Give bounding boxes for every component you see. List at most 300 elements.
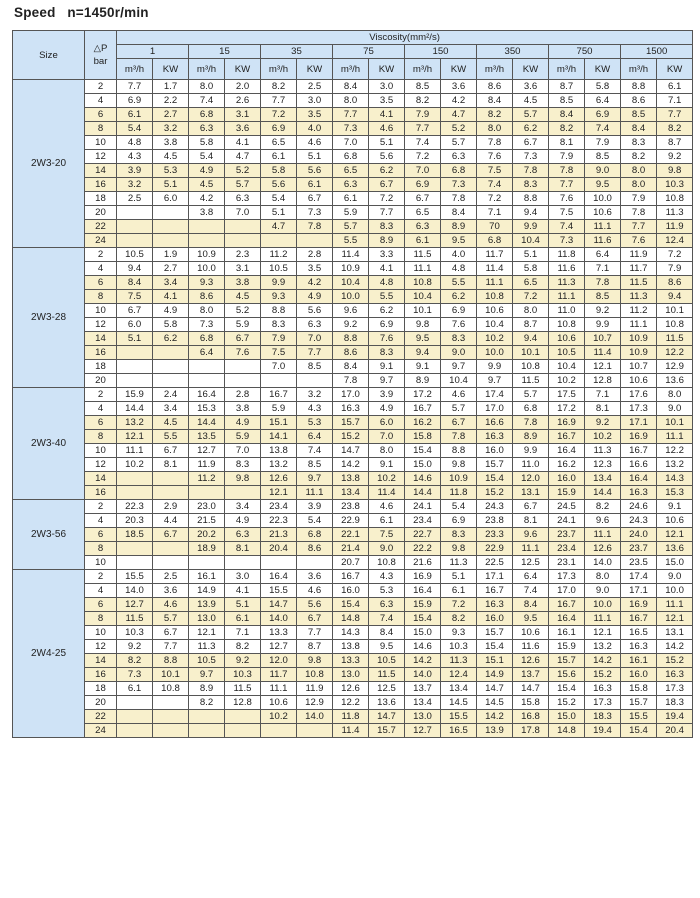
flow-cell: 17.0 xyxy=(333,388,369,402)
flow-cell: 6.1 xyxy=(333,192,369,206)
power-cell: 5.1 xyxy=(441,570,477,584)
flow-cell: 11.5 xyxy=(405,248,441,262)
power-cell: 8.2 xyxy=(225,640,261,654)
flow-cell: 16.7 xyxy=(405,402,441,416)
viscosity-value: 1 xyxy=(117,45,189,59)
flow-cell xyxy=(117,486,153,500)
power-cell: 11.5 xyxy=(657,332,693,346)
flow-cell: 16.0 xyxy=(549,472,585,486)
flow-cell: 6.3 xyxy=(405,220,441,234)
flow-cell: 23.5 xyxy=(621,556,657,570)
flow-cell: 22.3 xyxy=(117,500,153,514)
power-cell: 12.3 xyxy=(585,458,621,472)
power-cell xyxy=(153,220,189,234)
flow-cell: 11.8 xyxy=(333,710,369,724)
flow-cell: 15.8 xyxy=(405,430,441,444)
flow-cell: 15.1 xyxy=(477,654,513,668)
power-cell: 7.7 xyxy=(297,346,333,360)
power-cell xyxy=(153,472,189,486)
flow-cell: 10.9 xyxy=(621,332,657,346)
flow-cell: 18.5 xyxy=(117,528,153,542)
flow-cell: 8.7 xyxy=(549,80,585,94)
power-cell: 11.1 xyxy=(585,220,621,234)
power-cell: 4.9 xyxy=(153,304,189,318)
pressure-cell: 8 xyxy=(85,290,117,304)
table-row xyxy=(13,458,693,472)
flow-cell: 10.5 xyxy=(549,346,585,360)
flow-cell: 21.3 xyxy=(261,528,297,542)
flow-cell: 11.1 xyxy=(621,318,657,332)
flow-cell: 8.6 xyxy=(189,290,225,304)
power-cell: 3.0 xyxy=(369,80,405,94)
pressure-cell: 10 xyxy=(85,626,117,640)
power-cell: 13.7 xyxy=(513,668,549,682)
power-cell: 5.5 xyxy=(369,290,405,304)
power-cell: 7.1 xyxy=(585,262,621,276)
power-cell: 5.9 xyxy=(225,430,261,444)
pump-size: 2W3-56 xyxy=(13,500,85,570)
power-cell: 14.2 xyxy=(585,654,621,668)
power-cell: 8.5 xyxy=(585,150,621,164)
flow-cell: 9.6 xyxy=(333,304,369,318)
flow-cell: 16.9 xyxy=(549,416,585,430)
power-unit: KW xyxy=(369,59,405,80)
flow-cell: 16.3 xyxy=(621,640,657,654)
flow-cell: 17.0 xyxy=(477,402,513,416)
power-cell: 7.3 xyxy=(513,150,549,164)
power-cell: 10.8 xyxy=(369,556,405,570)
table-row xyxy=(13,206,693,220)
power-cell: 7.4 xyxy=(513,584,549,598)
power-cell: 3.6 xyxy=(441,80,477,94)
flow-cell: 14.7 xyxy=(333,444,369,458)
flow-cell: 11.5 xyxy=(117,612,153,626)
power-cell: 5.7 xyxy=(441,136,477,150)
power-cell: 11.4 xyxy=(369,486,405,500)
power-cell: 10.3 xyxy=(441,640,477,654)
power-cell: 1.9 xyxy=(153,248,189,262)
flow-cell: 10.0 xyxy=(189,262,225,276)
power-cell: 11.1 xyxy=(585,528,621,542)
power-cell: 3.8 xyxy=(225,402,261,416)
flow-cell: 11.1 xyxy=(477,276,513,290)
flow-cell: 14.1 xyxy=(261,430,297,444)
power-cell: 14.3 xyxy=(657,472,693,486)
flow-cell: 10.8 xyxy=(477,290,513,304)
table-row xyxy=(13,318,693,332)
power-cell: 10.8 xyxy=(153,682,189,696)
flow-cell: 12.2 xyxy=(333,696,369,710)
power-cell: 5.3 xyxy=(369,584,405,598)
flow-cell: 8.4 xyxy=(621,122,657,136)
power-cell: 3.4 xyxy=(153,402,189,416)
flow-cell: 16.1 xyxy=(189,570,225,584)
table-row xyxy=(13,136,693,150)
flow-cell: 17.2 xyxy=(405,388,441,402)
flow-cell: 6.1 xyxy=(117,108,153,122)
power-cell: 7.8 xyxy=(441,192,477,206)
flow-cell: 7.5 xyxy=(261,346,297,360)
power-cell: 9.9 xyxy=(585,318,621,332)
power-cell: 3.8 xyxy=(153,136,189,150)
flow-cell: 24.3 xyxy=(621,514,657,528)
flow-cell: 13.0 xyxy=(405,710,441,724)
table-row xyxy=(13,542,693,556)
flow-cell: 7.2 xyxy=(405,150,441,164)
flow-cell: 14.7 xyxy=(261,598,297,612)
power-cell: 14.2 xyxy=(657,640,693,654)
flow-unit: m³/h xyxy=(189,59,225,80)
power-cell: 6.7 xyxy=(153,444,189,458)
flow-cell: 5.1 xyxy=(261,206,297,220)
flow-cell: 8.2 xyxy=(549,122,585,136)
power-cell: 3.5 xyxy=(297,262,333,276)
flow-cell: 15.4 xyxy=(621,724,657,738)
power-cell xyxy=(153,710,189,724)
power-cell: 10.0 xyxy=(585,192,621,206)
power-cell: 7.8 xyxy=(513,416,549,430)
pressure-cell: 6 xyxy=(85,416,117,430)
power-cell: 4.3 xyxy=(369,570,405,584)
table-row xyxy=(13,514,693,528)
power-unit: KW xyxy=(513,59,549,80)
power-cell: 8.8 xyxy=(513,192,549,206)
flow-cell: 9.7 xyxy=(189,668,225,682)
power-cell: 7.0 xyxy=(297,332,333,346)
power-cell: 6.7 xyxy=(297,192,333,206)
power-unit: KW xyxy=(297,59,333,80)
power-cell: 4.2 xyxy=(441,94,477,108)
power-cell: 9.8 xyxy=(657,164,693,178)
pressure-cell: 12 xyxy=(85,640,117,654)
flow-cell: 5.4 xyxy=(189,150,225,164)
power-cell: 2.9 xyxy=(153,500,189,514)
table-row xyxy=(13,346,693,360)
table-row xyxy=(13,304,693,318)
power-cell: 4.5 xyxy=(513,94,549,108)
power-cell: 6.7 xyxy=(441,416,477,430)
power-cell: 5.1 xyxy=(297,150,333,164)
flow-cell xyxy=(117,220,153,234)
pressure-cell: 6 xyxy=(85,528,117,542)
viscosity-value: 15 xyxy=(189,45,261,59)
flow-cell: 6.1 xyxy=(405,234,441,248)
power-cell: 9.8 xyxy=(297,654,333,668)
flow-cell: 11.0 xyxy=(549,304,585,318)
power-cell: 5.7 xyxy=(513,108,549,122)
power-cell: 20.4 xyxy=(657,724,693,738)
flow-cell xyxy=(117,360,153,374)
flow-cell xyxy=(189,234,225,248)
flow-cell xyxy=(117,374,153,388)
pressure-header xyxy=(85,31,117,80)
pressure-cell: 2 xyxy=(85,570,117,584)
power-cell: 12.9 xyxy=(297,696,333,710)
table-row xyxy=(13,472,693,486)
flow-cell: 15.8 xyxy=(621,682,657,696)
flow-cell: 16.0 xyxy=(477,444,513,458)
flow-cell: 10.6 xyxy=(621,374,657,388)
power-cell: 17.8 xyxy=(513,724,549,738)
flow-cell xyxy=(189,556,225,570)
flow-cell: 16.3 xyxy=(477,430,513,444)
flow-cell: 2.5 xyxy=(117,192,153,206)
flow-cell: 4.2 xyxy=(189,192,225,206)
power-cell: 11.5 xyxy=(369,668,405,682)
table-row xyxy=(13,248,693,262)
flow-cell: 3.8 xyxy=(189,206,225,220)
power-cell: 7.2 xyxy=(441,598,477,612)
flow-cell: 17.4 xyxy=(477,388,513,402)
flow-cell: 15.9 xyxy=(549,640,585,654)
flow-cell: 16.6 xyxy=(621,458,657,472)
flow-cell xyxy=(117,206,153,220)
flow-cell: 11.7 xyxy=(621,262,657,276)
power-cell xyxy=(153,360,189,374)
flow-cell: 7.8 xyxy=(621,206,657,220)
power-cell: 10.4 xyxy=(441,374,477,388)
flow-cell: 17.1 xyxy=(621,584,657,598)
pressure-cell: 12 xyxy=(85,318,117,332)
power-cell: 9.2 xyxy=(585,304,621,318)
flow-cell: 17.2 xyxy=(549,402,585,416)
viscosity-header: Viscosity(mm²/s) xyxy=(117,31,693,45)
flow-cell: 10.5 xyxy=(117,248,153,262)
flow-cell xyxy=(189,486,225,500)
flow-cell: 15.5 xyxy=(117,570,153,584)
power-cell: 16.3 xyxy=(657,668,693,682)
flow-cell: 11.5 xyxy=(621,276,657,290)
power-cell: 5.6 xyxy=(297,598,333,612)
power-cell: 9.0 xyxy=(585,164,621,178)
power-cell: 8.5 xyxy=(297,458,333,472)
power-cell: 8.2 xyxy=(441,612,477,626)
power-cell: 8.3 xyxy=(225,458,261,472)
power-cell: 14.7 xyxy=(369,710,405,724)
power-cell: 4.8 xyxy=(369,276,405,290)
power-cell: 3.0 xyxy=(297,94,333,108)
pressure-cell: 22 xyxy=(85,710,117,724)
power-cell: 12.5 xyxy=(513,556,549,570)
flow-cell: 21.4 xyxy=(333,542,369,556)
power-cell: 11.6 xyxy=(513,640,549,654)
flow-cell: 3.9 xyxy=(117,164,153,178)
pressure-cell: 18 xyxy=(85,682,117,696)
flow-cell: 11.4 xyxy=(333,248,369,262)
flow-cell: 7.4 xyxy=(189,94,225,108)
flow-cell: 15.2 xyxy=(549,696,585,710)
power-cell: 19.4 xyxy=(585,724,621,738)
flow-cell: 11.3 xyxy=(189,640,225,654)
flow-cell: 22.9 xyxy=(477,542,513,556)
power-cell: 9.0 xyxy=(369,542,405,556)
power-cell: 12.1 xyxy=(585,626,621,640)
power-unit: KW xyxy=(153,59,189,80)
power-cell: 13.2 xyxy=(657,458,693,472)
flow-cell: 10.9 xyxy=(189,248,225,262)
power-cell: 12.2 xyxy=(657,444,693,458)
power-cell: 5.4 xyxy=(441,500,477,514)
flow-cell: 17.1 xyxy=(621,416,657,430)
flow-cell xyxy=(189,360,225,374)
power-cell: 4.9 xyxy=(225,416,261,430)
table-row xyxy=(13,332,693,346)
power-cell xyxy=(153,206,189,220)
flow-cell: 4.8 xyxy=(117,136,153,150)
power-cell: 4.3 xyxy=(297,402,333,416)
flow-cell: 7.7 xyxy=(261,94,297,108)
power-cell: 11.1 xyxy=(657,598,693,612)
flow-cell: 11.3 xyxy=(549,276,585,290)
flow-cell: 8.2 xyxy=(261,80,297,94)
flow-cell: 8.2 xyxy=(621,150,657,164)
viscosity-value: 1500 xyxy=(621,45,693,59)
flow-cell: 6.5 xyxy=(261,136,297,150)
flow-cell: 14.7 xyxy=(477,682,513,696)
pressure-cell: 4 xyxy=(85,94,117,108)
power-cell: 11.1 xyxy=(297,486,333,500)
power-cell: 7.6 xyxy=(369,332,405,346)
power-cell: 5.1 xyxy=(513,248,549,262)
flow-cell: 6.5 xyxy=(405,206,441,220)
power-cell: 8.8 xyxy=(153,654,189,668)
power-cell: 14.0 xyxy=(585,556,621,570)
power-cell: 8.7 xyxy=(513,318,549,332)
power-cell: 6.3 xyxy=(225,528,261,542)
power-cell: 6.2 xyxy=(369,304,405,318)
flow-cell xyxy=(189,710,225,724)
flow-cell: 16.7 xyxy=(261,388,297,402)
power-cell: 10.2 xyxy=(369,472,405,486)
pressure-cell: 14 xyxy=(85,654,117,668)
flow-cell: 23.8 xyxy=(477,514,513,528)
power-cell: 16.8 xyxy=(513,710,549,724)
flow-cell: 8.6 xyxy=(333,346,369,360)
table-row xyxy=(13,500,693,514)
power-cell: 7.8 xyxy=(441,430,477,444)
power-cell: 8.5 xyxy=(297,360,333,374)
flow-cell: 5.7 xyxy=(333,220,369,234)
power-cell: 15.0 xyxy=(657,556,693,570)
power-cell: 2.8 xyxy=(225,388,261,402)
flow-cell xyxy=(189,374,225,388)
power-cell: 8.4 xyxy=(513,598,549,612)
power-cell: 7.3 xyxy=(297,206,333,220)
flow-cell: 14.9 xyxy=(189,584,225,598)
pump-size: 2W3-28 xyxy=(13,248,85,388)
power-cell: 7.9 xyxy=(657,262,693,276)
pressure-cell: 4 xyxy=(85,584,117,598)
power-cell: 10.1 xyxy=(153,668,189,682)
power-cell: 11.3 xyxy=(441,654,477,668)
flow-cell: 23.8 xyxy=(333,500,369,514)
flow-cell: 8.3 xyxy=(261,318,297,332)
flow-cell: 10.2 xyxy=(261,710,297,724)
pressure-unit: bar xyxy=(93,56,108,67)
flow-cell: 11.9 xyxy=(621,248,657,262)
flow-cell: 24.0 xyxy=(621,528,657,542)
power-cell: 4.7 xyxy=(225,150,261,164)
flow-cell: 7.8 xyxy=(549,164,585,178)
power-cell xyxy=(153,696,189,710)
flow-cell: 16.7 xyxy=(621,612,657,626)
power-cell: 4.4 xyxy=(153,514,189,528)
power-cell: 6.1 xyxy=(225,612,261,626)
power-cell: 7.0 xyxy=(225,444,261,458)
flow-cell: 8.9 xyxy=(405,374,441,388)
power-cell: 10.8 xyxy=(513,360,549,374)
power-cell: 4.6 xyxy=(369,122,405,136)
power-cell: 18.3 xyxy=(585,710,621,724)
power-cell: 9.0 xyxy=(585,584,621,598)
power-cell: 4.2 xyxy=(297,276,333,290)
flow-cell: 9.3 xyxy=(189,276,225,290)
table-row xyxy=(13,94,693,108)
power-cell: 15.5 xyxy=(441,710,477,724)
power-cell: 4.6 xyxy=(297,584,333,598)
power-cell: 8.1 xyxy=(585,402,621,416)
power-cell: 7.7 xyxy=(297,626,333,640)
flow-cell: 15.2 xyxy=(477,486,513,500)
power-cell: 8.8 xyxy=(441,444,477,458)
power-cell: 2.0 xyxy=(225,80,261,94)
power-cell: 6.1 xyxy=(657,80,693,94)
flow-cell: 22.5 xyxy=(477,556,513,570)
power-cell: 8.3 xyxy=(369,346,405,360)
flow-cell: 7.5 xyxy=(549,206,585,220)
flow-cell xyxy=(261,724,297,738)
power-cell: 12.1 xyxy=(657,612,693,626)
flow-cell: 7.7 xyxy=(333,108,369,122)
table-row xyxy=(13,80,693,94)
flow-cell: 15.7 xyxy=(621,696,657,710)
flow-cell: 23.4 xyxy=(549,542,585,556)
pressure-cell: 16 xyxy=(85,486,117,500)
power-cell: 11.5 xyxy=(225,682,261,696)
power-cell: 3.6 xyxy=(513,80,549,94)
flow-cell xyxy=(189,724,225,738)
flow-cell: 4.5 xyxy=(189,178,225,192)
pressure-cell: 22 xyxy=(85,220,117,234)
power-cell: 11.8 xyxy=(441,486,477,500)
power-cell: 9.8 xyxy=(225,472,261,486)
flow-cell: 5.4 xyxy=(261,192,297,206)
power-cell: 5.6 xyxy=(297,164,333,178)
power-cell: 12.2 xyxy=(657,346,693,360)
power-cell: 7.1 xyxy=(225,626,261,640)
flow-cell: 13.3 xyxy=(261,626,297,640)
flow-cell: 6.7 xyxy=(117,304,153,318)
flow-cell: 10.2 xyxy=(477,332,513,346)
power-cell xyxy=(153,724,189,738)
pressure-symbol: △P xyxy=(93,43,108,54)
flow-cell: 7.9 xyxy=(549,150,585,164)
flow-cell: 7.3 xyxy=(333,122,369,136)
flow-cell xyxy=(117,556,153,570)
flow-cell: 70 xyxy=(477,220,513,234)
pressure-cell: 24 xyxy=(85,234,117,248)
flow-cell: 23.7 xyxy=(621,542,657,556)
pressure-cell: 8 xyxy=(85,430,117,444)
flow-cell: 15.3 xyxy=(189,402,225,416)
power-cell: 7.8 xyxy=(297,220,333,234)
flow-cell: 16.7 xyxy=(477,584,513,598)
power-cell xyxy=(297,724,333,738)
power-cell: 10.3 xyxy=(225,668,261,682)
power-cell: 7.2 xyxy=(657,248,693,262)
power-cell: 8.1 xyxy=(513,514,549,528)
power-cell: 8.3 xyxy=(441,528,477,542)
